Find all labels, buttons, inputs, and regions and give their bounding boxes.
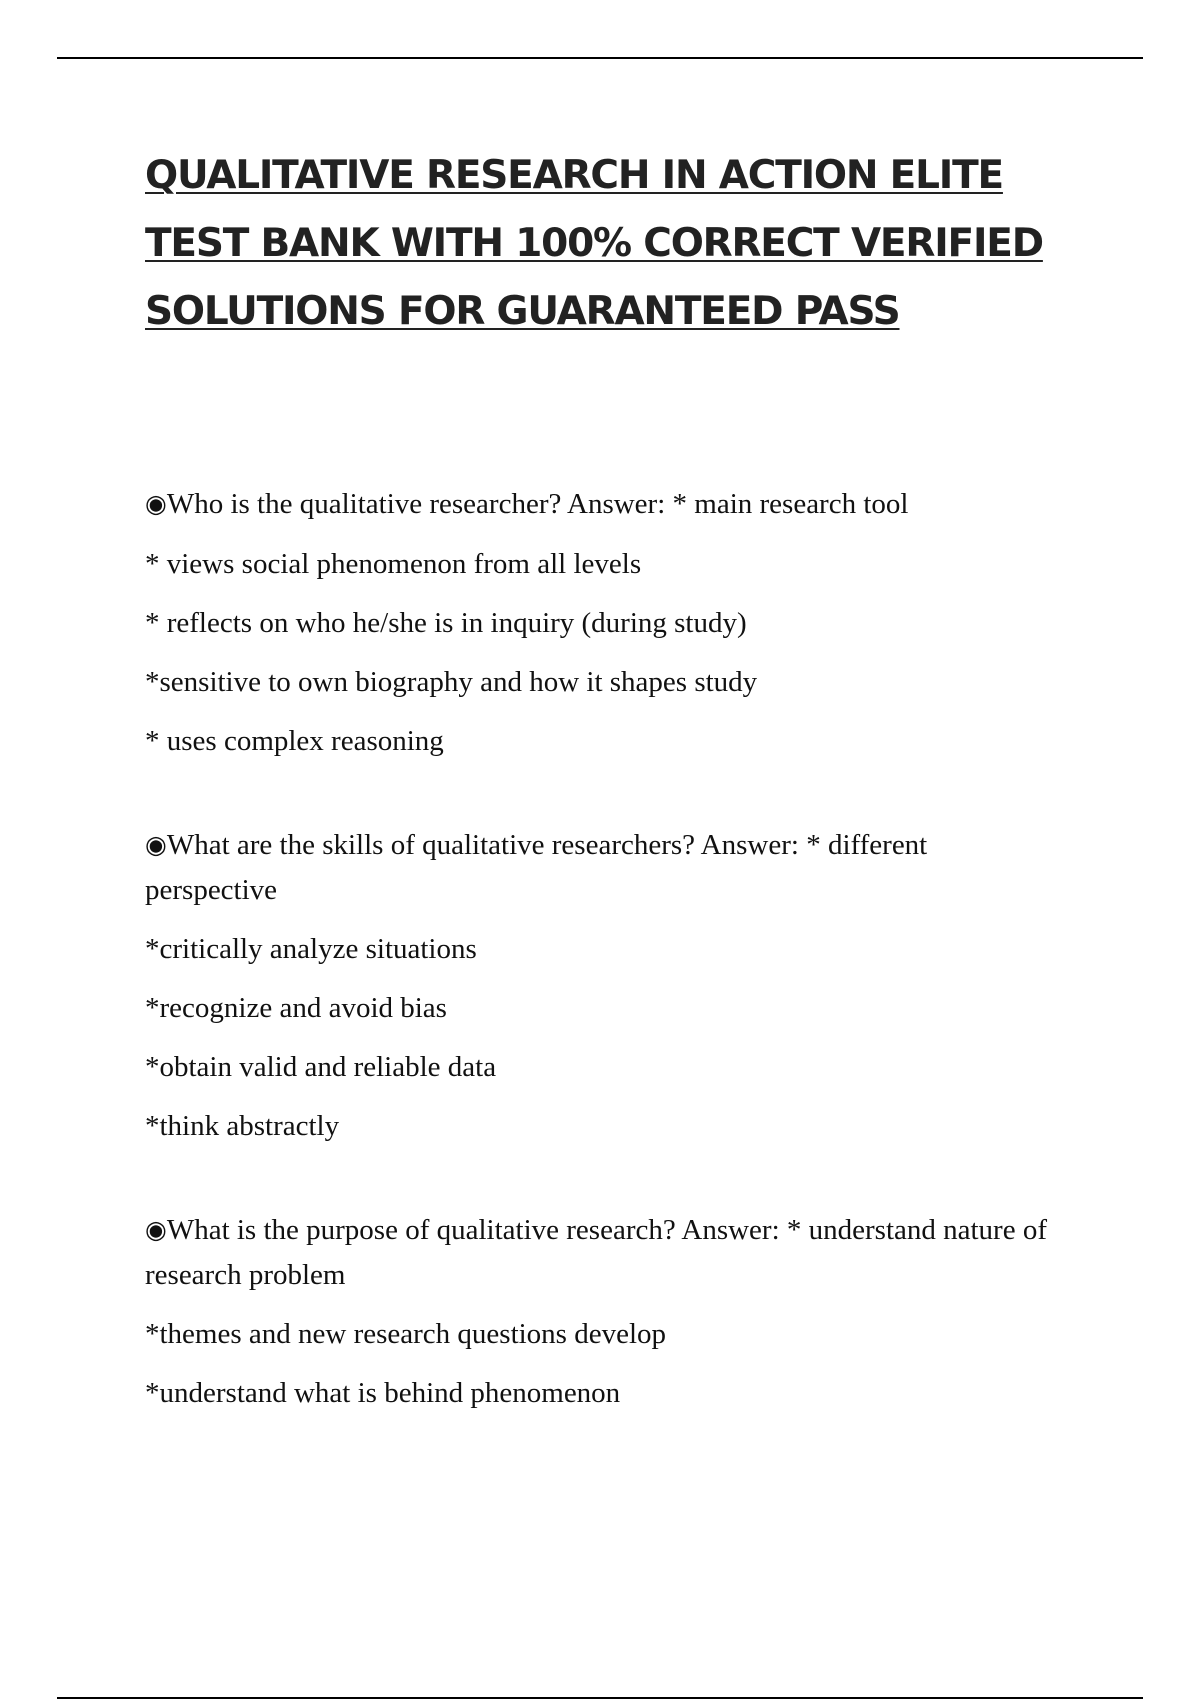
answer-point: * reflects on who he/she is in inquiry (during study) [145,607,747,639]
radio-bullet-icon: ◉ [145,491,167,518]
bottom-divider [57,1697,1143,1699]
answer-point: *understand what is behind phenomenon [145,1377,621,1409]
answer-point: * uses complex reasoning [145,725,444,757]
radio-bullet-icon: ◉ [145,832,167,859]
document-title: QUALITATIVE RESEARCH IN ACTION ELITE TEST BANK WITH 100% CORRECT VERIFIED SOLUTIONS FOR GUARANTEED PASS [145,153,1043,334]
answer-point: * views social phenomenon from all levels [145,548,642,580]
answer-point: *sensitive to own biography and how it shapes study [145,666,758,698]
question-line [145,1208,1065,1297]
answer-point: *obtain valid and reliable data [145,1051,497,1083]
question-text: What is the purpose of qualitative research? Answer: * understand nature of research problem [145,1214,1047,1291]
question-text: Who is the qualitative researcher? Answer: * main research tool [166,488,909,520]
question-text: What are the skills of qualitative researchers? Answer: * different perspective [145,829,928,906]
radio-bullet-icon: ◉ [145,1217,167,1244]
qa-item [145,823,1065,1148]
qa-item [145,1208,1065,1415]
question-line [145,823,1065,912]
answer-point: *think abstractly [145,1110,340,1142]
qa-item [145,482,1065,763]
qa-list [145,482,1065,1430]
question-line [145,482,1065,527]
answer-point: *themes and new research questions develop [145,1318,667,1350]
top-divider [57,57,1143,59]
answer-point: *critically analyze situations [145,933,477,965]
answer-point: *recognize and avoid bias [145,992,447,1024]
